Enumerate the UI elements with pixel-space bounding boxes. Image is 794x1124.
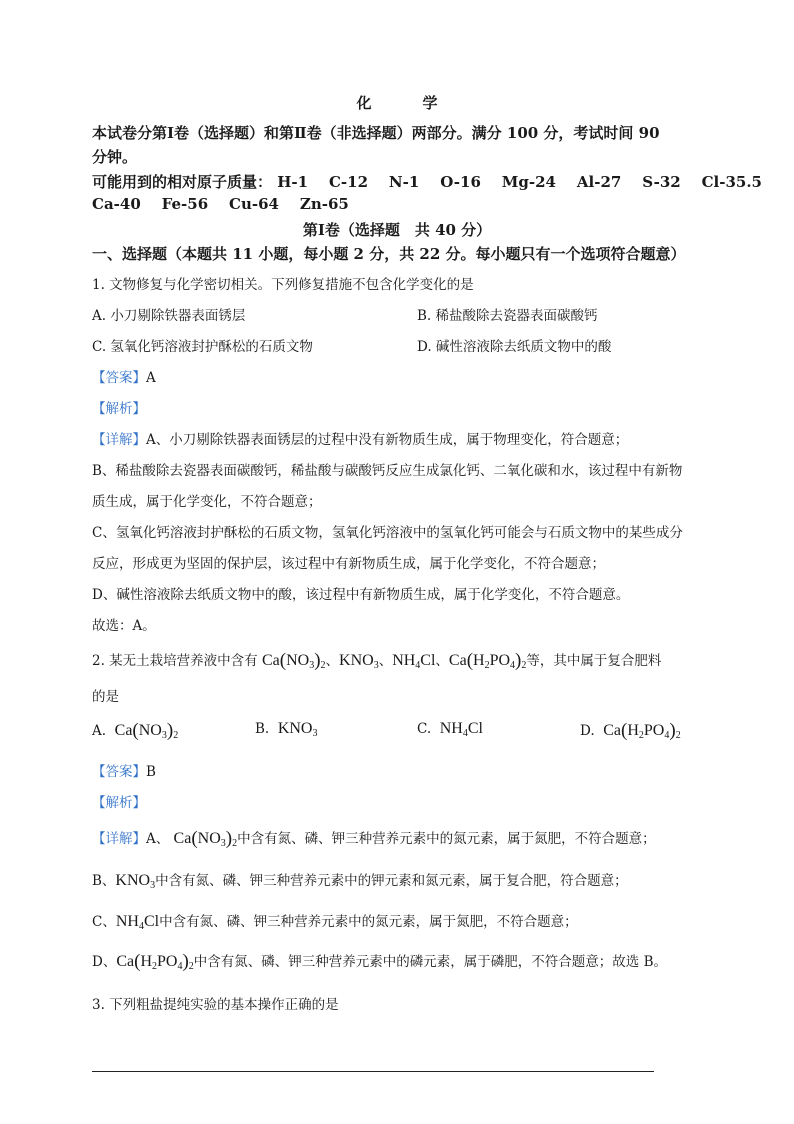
q1-detail-d: D、碱性溶液除去纸质文物中的酸，该过程中有新物质生成，属于化学变化，不符合题意。 [92, 587, 630, 603]
q2-detail-b: B、$KNO_3$中含有氮、磷、钾三种营养元素中的钾元素和氮元素，属于复合肥，符合题意； [92, 872, 628, 891]
atomic-mass: O-16 [440, 173, 481, 191]
q1-detail-c2: 反应，形成更为坚固的保护层，该过程中有新物质生成，属于化学变化，不符合题意； [92, 556, 605, 572]
page-title: 化 学 [356, 94, 456, 112]
intro-line-1: 本试卷分第Ⅰ卷（选择题）和第Ⅱ卷（非选择题）两部分。满分 100 分，考试时间 90 [92, 124, 660, 142]
formula-ca-h2po4-2: $Ca(H_2PO_4)_2$ [448, 650, 527, 671]
q1-option-c: C. 氢氧化钙溶液封护酥松的石质文物 [92, 339, 313, 355]
atomic-mass: Fe-56 [161, 195, 209, 213]
formula-ca-no3-2: $Ca(NO_3)_2$ [114, 720, 179, 741]
atomic-mass-label: 可能用到的相对原子质量： [92, 173, 273, 191]
q2-option-c [417, 720, 483, 739]
formula-kno3: $KNO_3$ [339, 652, 379, 671]
atomic-mass-row-1 [92, 171, 762, 192]
q2-stem-line2: 的是 [92, 689, 119, 705]
q1-detail-b2: 质生成，属于化学变化，不符合题意； [92, 494, 322, 510]
formula-kno3: $KNO_3$ [115, 872, 156, 891]
stem-text: 2. 某无土栽培营养液中含有 [92, 653, 258, 669]
q2-option-a [92, 720, 178, 742]
formula-nh4cl: $NH_4Cl$ [392, 652, 436, 671]
option-label: D. [580, 723, 595, 739]
q1-option-d: D. 碱性溶液除去纸质文物中的酸 [417, 339, 612, 355]
q2-analysis-tag: 【解析】 [92, 795, 146, 811]
q2-option-d [580, 720, 681, 742]
formula-ca-h2po4-2: $Ca(H_2PO_4)_2$ [116, 951, 194, 972]
formula-ca-no3-2: $Ca(NO_3)_2$ [173, 828, 238, 849]
atomic-mass: Cl-35.5 [701, 173, 762, 191]
q2-detail-c: C、$NH_4Cl$中含有氮、磷、钾三种营养元素中的氮元素，属于氮肥，不符合题意； [92, 913, 578, 932]
atomic-mass: C-12 [328, 173, 369, 191]
atomic-mass: Al-27 [576, 173, 622, 191]
footer-rule [92, 1071, 654, 1072]
formula-ca-no3-2: $Ca(NO_3)_2$ [261, 650, 326, 671]
detail-text: A、小刀剔除铁器表面锈层的过程中没有新物质生成，属于物理变化，符合题意； [146, 432, 629, 448]
separator: 、 [325, 653, 340, 669]
option-label: A. [92, 723, 107, 739]
part1-title: 第Ⅰ卷（选择题 共 40 分） [302, 221, 492, 239]
q1-detail-c1: C、氢氧化钙溶液封护酥松的石质文物，氢氧化钙溶液中的氢氧化钙可能会与石质文物中的某些成分 [92, 525, 683, 541]
option-label: C. [417, 721, 432, 737]
separator: 、 [378, 653, 393, 669]
atomic-mass: S-32 [642, 173, 681, 191]
answer-tag: 【答案】 [92, 764, 146, 780]
q2-detail-d: D、$Ca(H_2PO_4)_2$中含有氮、磷、钾三种营养元素中的磷元素，属于磷肥，不符合题意；故选 B。 [92, 951, 667, 972]
formula-kno3: $KNO_3$ [277, 720, 318, 739]
atomic-mass: Cu-64 [229, 195, 279, 213]
q1-detail-b1: B、稀盐酸除去瓷器表面碳酸钙，稀盐酸与碳酸钙反应生成氯化钙、二氧化碳和水，该过程中有新物 [92, 463, 683, 479]
q1-conclusion: 故选：A。 [92, 618, 156, 634]
answer-value: A [146, 370, 156, 386]
q2-stem [92, 649, 661, 672]
atomic-mass: Ca-40 [92, 195, 141, 213]
formula-nh4cl: $NH_4Cl$ [439, 720, 483, 739]
formula-nh4cl: $NH_4Cl$ [115, 913, 160, 932]
q2-answer [92, 760, 156, 780]
stem-text: 等，其中属于复合肥料 [526, 653, 662, 669]
q2-detail-a: 【详解】A、 $Ca(NO_3)_2$中含有氮、磷、钾三种营养元素中的氮元素，属于氮肥，不符合题意； [92, 828, 656, 849]
atomic-mass: Mg-24 [501, 173, 556, 191]
atomic-mass-row-2 [92, 195, 349, 213]
q3-stem: 3. 下列粗盐提纯实验的基本操作正确的是 [92, 997, 339, 1013]
answer-value: B [146, 764, 156, 780]
q1-answer [92, 366, 156, 386]
answer-tag: 【答案】 [92, 370, 146, 386]
detail-tag: 【详解】 [92, 831, 146, 847]
q1-option-b: B. 稀盐酸除去瓷器表面碳酸钙 [417, 308, 598, 324]
option-label: B. [255, 721, 270, 737]
q1-analysis-tag: 【解析】 [92, 401, 146, 417]
section1-heading: 一、选择题（本题共 11 小题，每小题 2 分，共 22 分。每小题只有一个选项符合题意） [92, 245, 686, 263]
intro-line-2: 分钟。 [92, 148, 138, 166]
q2-option-b [255, 720, 317, 739]
atomic-mass: H-1 [277, 173, 309, 191]
separator: 、 [435, 653, 449, 669]
q1-option-a: A. 小刀剔除铁器表面锈层 [92, 308, 246, 324]
detail-tag: 【详解】 [92, 432, 146, 448]
q1-stem: 1. 文物修复与化学密切相关。下列修复措施不包含化学变化的是 [92, 277, 474, 293]
q1-detail-a [92, 428, 628, 448]
atomic-mass: N-1 [388, 173, 420, 191]
atomic-mass: Zn-65 [299, 195, 349, 213]
formula-ca-h2po4-2: $Ca(H_2PO_4)_2$ [603, 720, 681, 741]
